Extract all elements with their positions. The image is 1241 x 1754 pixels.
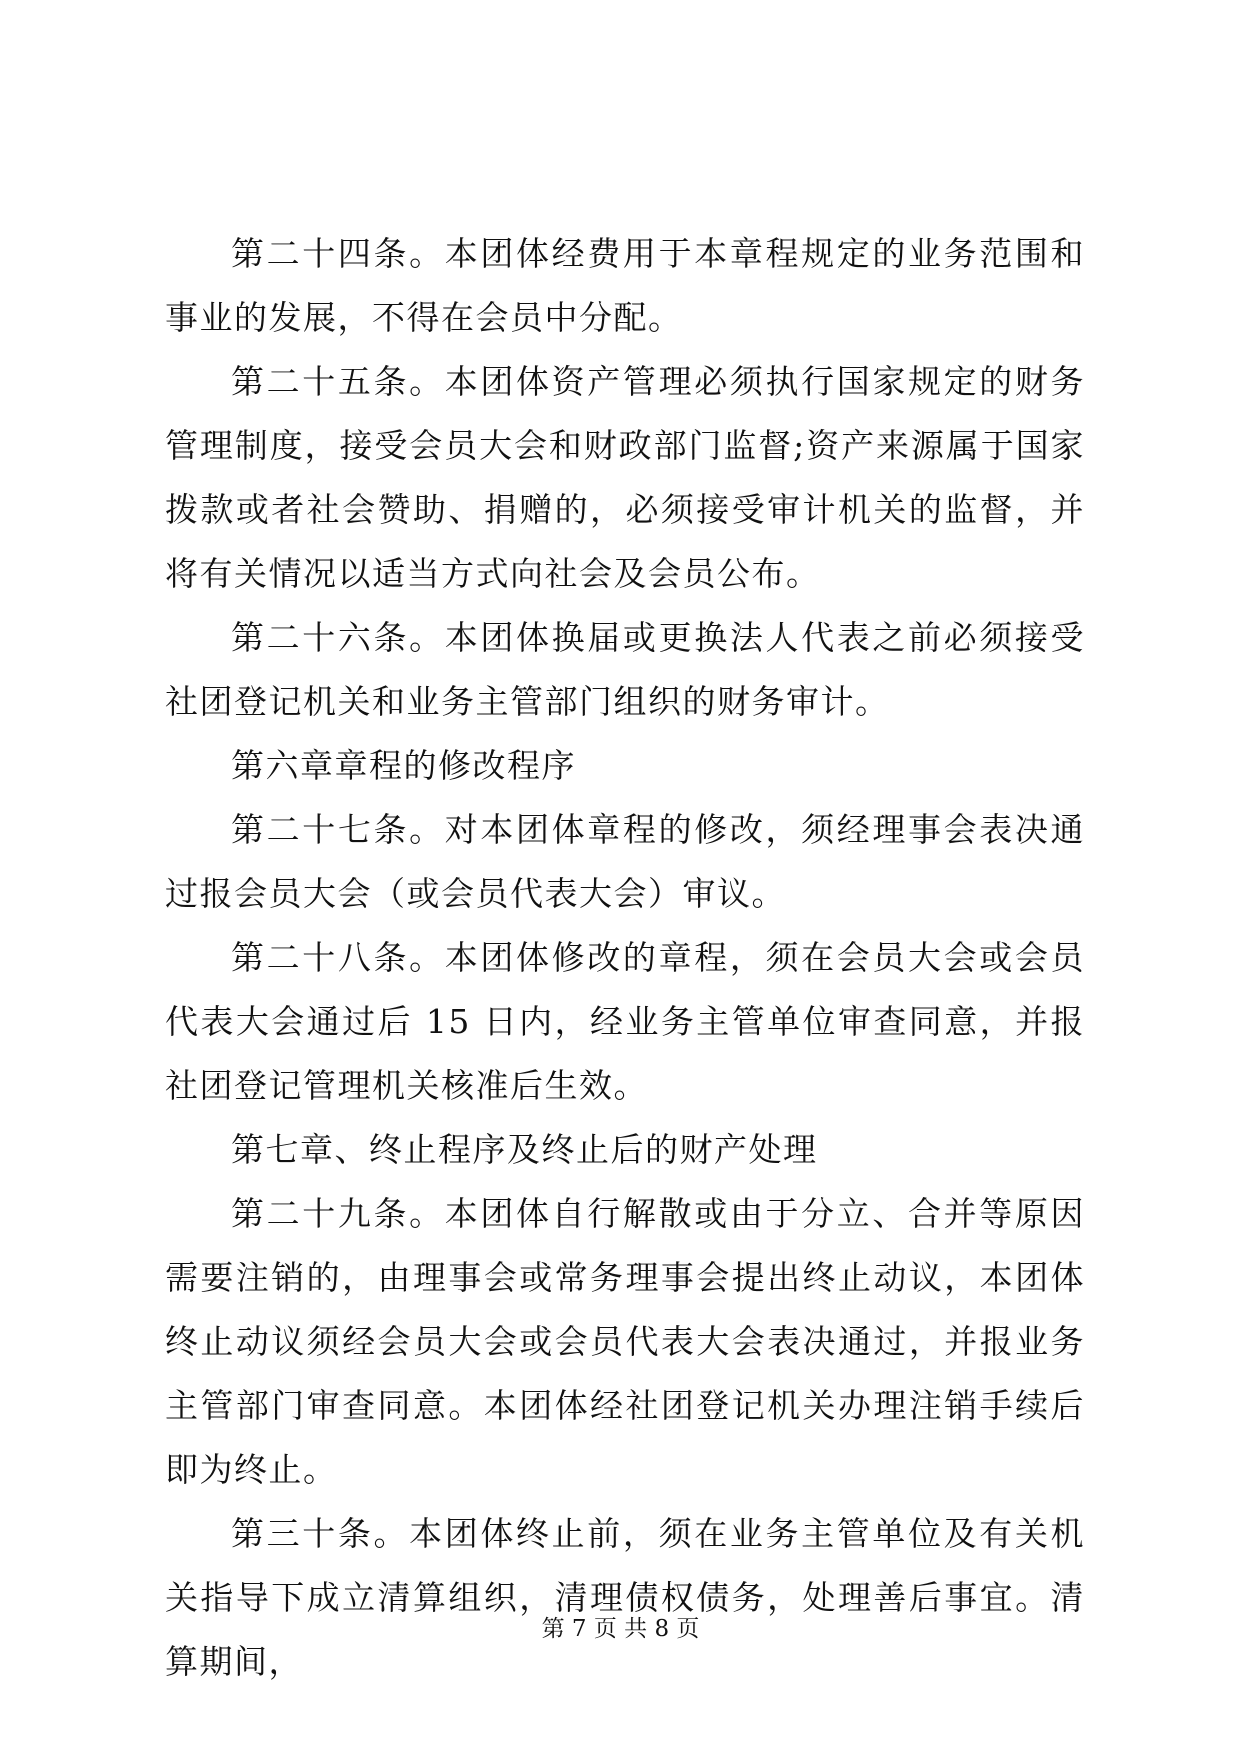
chapter-6-heading: 第六章章程的修改程序: [231, 746, 576, 785]
article-25: 第二十五条。本团体资产管理必须执行国家规定的财务管理制度，接受会员大会和财政部门监督;资产来源属于国家拨款或者社会赞助、捐赠的，必须接受审计机关的监督，并将有关情况以适当方式向社会及会员公布。: [165, 362, 1085, 593]
article-26: 第二十六条。本团体换届或更换法人代表之前必须接受社团登记机关和业务主管部门组织的财务审计。: [165, 618, 1085, 721]
chapter-7-heading: 第七章、终止程序及终止后的财产处理: [231, 1130, 818, 1169]
article-29: 第二十九条。本团体自行解散或由于分立、合并等原因需要注销的，由理事会或常务理事会提出终止动议，本团体终止动议须经会员大会或会员代表大会表决通过，并报业务主管部门审查同意。本团体经社团登记机关办理注销手续后即为终止。: [165, 1194, 1085, 1489]
document-body: [165, 222, 1085, 1694]
page-footer: [0, 1614, 1241, 1644]
article-30: 第三十条。本团体终止前，须在业务主管单位及有关机关指导下成立清算组织，清理债权债务，处理善后事宜。清算期间，: [165, 1514, 1085, 1681]
page-number: 第 7 页 共 8 页: [541, 1616, 700, 1642]
article-27: 第二十七条。对本团体章程的修改，须经理事会表决通过报会员大会（或会员代表大会）审议。: [165, 810, 1085, 913]
article-24: 第二十四条。本团体经费用于本章程规定的业务范围和事业的发展，不得在会员中分配。: [165, 234, 1085, 337]
article-28: 第二十八条。本团体修改的章程，须在会员大会或会员代表大会通过后 15 日内，经业务主管单位审查同意，并报社团登记管理机关核准后生效。: [165, 938, 1085, 1105]
